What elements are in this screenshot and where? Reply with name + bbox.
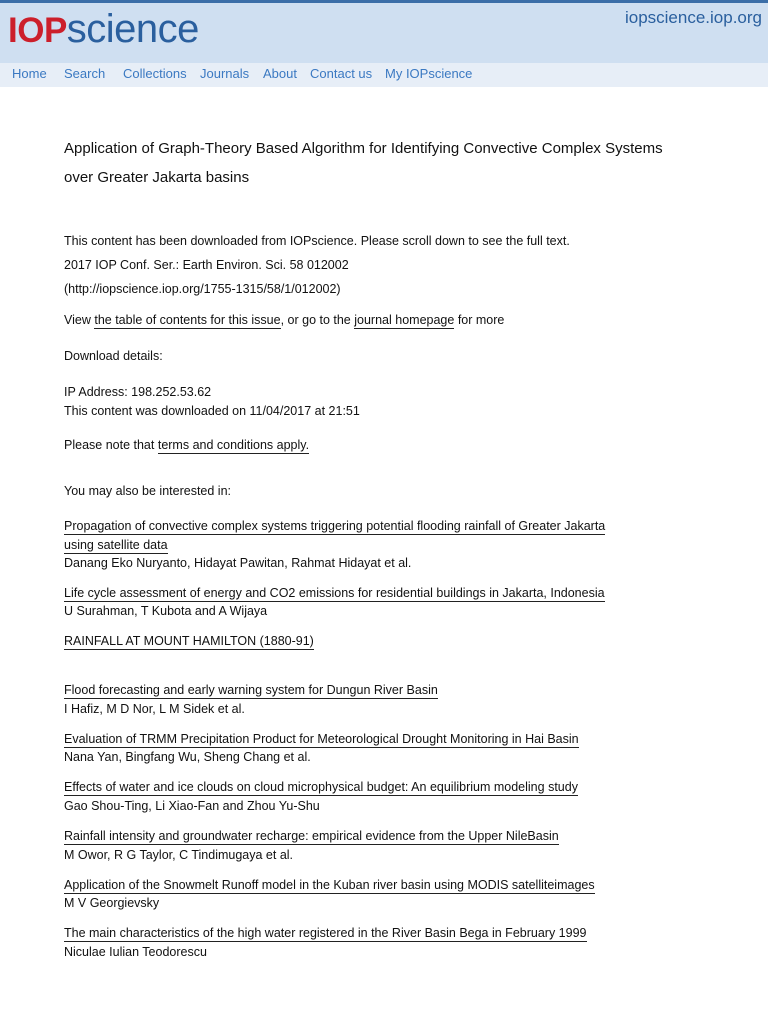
nav-search[interactable]: Search [64,66,106,81]
related-article-link-9[interactable]: The main characteristics of the high water registered in the River Basin Bega in February 1999 [64,926,587,940]
related-title-6 [64,778,578,796]
related-article-link-7[interactable]: Rainfall intensity and groundwater recharge: empirical evidence from the Upper NileBasin [64,829,559,843]
related-authors-5: Nana Yan, Bingfang Wu, Sheng Chang et al. [64,750,311,764]
article-title-line1: Application of Graph-Theory Based Algorithm for Identifying Convective Complex Systems [64,140,663,157]
iopscience-logo[interactable] [8,5,199,55]
logo-iop: IOP [8,11,67,50]
related-heading: You may also be interested in: [64,484,232,498]
view-middle: , or go to the [280,313,351,327]
site-header [0,3,768,63]
article-url: (http://iopscience.iop.org/1755-1315/58/1/012002) [64,282,341,296]
download-details-heading: Download details: [64,349,163,363]
view-suffix: for more [457,313,505,327]
related-authors-2: U Surahman, T Kubota and A Wijaya [64,604,268,618]
main-nav [0,63,768,87]
related-title-1 [64,517,605,535]
related-article-link-3[interactable]: RAINFALL AT MOUNT HAMILTON (1880-91) [64,634,314,648]
article-title-line2: over Greater Jakarta basins [64,169,250,186]
related-title-7 [64,827,559,845]
related-article-link-5[interactable]: Evaluation of TRMM Precipitation Product for Meteorological Drought Monitoring in Hai Basin [64,732,579,746]
related-title-9 [64,924,587,942]
terms-and-conditions-link[interactable]: terms and conditions apply. [157,438,310,452]
site-url-link[interactable]: iopscience.iop.org [624,8,762,27]
nav-my-iopscience[interactable]: My IOPscience [385,66,473,81]
article-title [64,134,724,192]
related-title-2 [64,584,605,602]
ip-address: IP Address: 198.252.53.62 [64,385,212,399]
nav-collections[interactable]: Collections [123,66,187,81]
terms-prefix: Please note that [64,438,155,452]
related-title-5 [64,730,579,748]
nav-home[interactable]: Home [12,66,47,81]
terms-line [64,436,309,454]
downloaded-on: This content was downloaded on 11/04/2017 at 21:51 [64,404,360,418]
related-authors-4: I Hafiz, M D Nor, L M Sidek et al. [64,702,245,716]
nav-about[interactable]: About [263,66,297,81]
citation: 2017 IOP Conf. Ser.: Earth Environ. Sci. 58 012002 [64,258,349,272]
nav-journals[interactable]: Journals [200,66,250,81]
related-authors-6: Gao Shou-Ting, Li Xiao-Fan and Zhou Yu-Shu [64,799,320,813]
related-title-8 [64,876,595,894]
download-notice: This content has been downloaded from IOPscience. Please scroll down to see the full text. [64,234,570,248]
related-article-link-6[interactable]: Effects of water and ice clouds on cloud microphysical budget: An equilibrium modeling study [64,780,578,794]
related-authors-7: M Owor, R G Taylor, C Tindimugaya et al. [64,848,294,862]
related-article-link-8[interactable]: Application of the Snowmelt Runoff model in the Kuban river basin using MODIS satelliteimages [64,878,595,892]
related-authors-1: Danang Eko Nuryanto, Hidayat Pawitan, Rahmat Hidayat et al. [64,556,412,570]
related-title-1-cont [64,536,168,554]
related-article-link-1-cont[interactable]: using satellite data [64,538,168,552]
view-prefix: View [64,313,91,327]
related-article-link-1[interactable]: Propagation of convective complex systems triggering potential flooding rainfall of Greater Jakarta [64,519,606,533]
related-title-3 [64,632,314,650]
related-article-link-2[interactable]: Life cycle assessment of energy and CO2 emissions for residential buildings in Jakarta, Indonesia [64,586,605,600]
table-of-contents-link[interactable]: the table of contents for this issue [94,313,281,327]
related-article-link-4[interactable]: Flood forecasting and early warning system for Dungun River Basin [64,683,438,697]
related-authors-8: M V Georgievsky [64,896,160,910]
nav-contact-us[interactable]: Contact us [310,66,373,81]
related-authors-9: Niculae Iulian Teodorescu [64,945,207,959]
view-line [64,311,504,329]
journal-homepage-link[interactable]: journal homepage [354,313,455,327]
logo-science: science [66,7,199,51]
related-title-4 [64,681,438,699]
